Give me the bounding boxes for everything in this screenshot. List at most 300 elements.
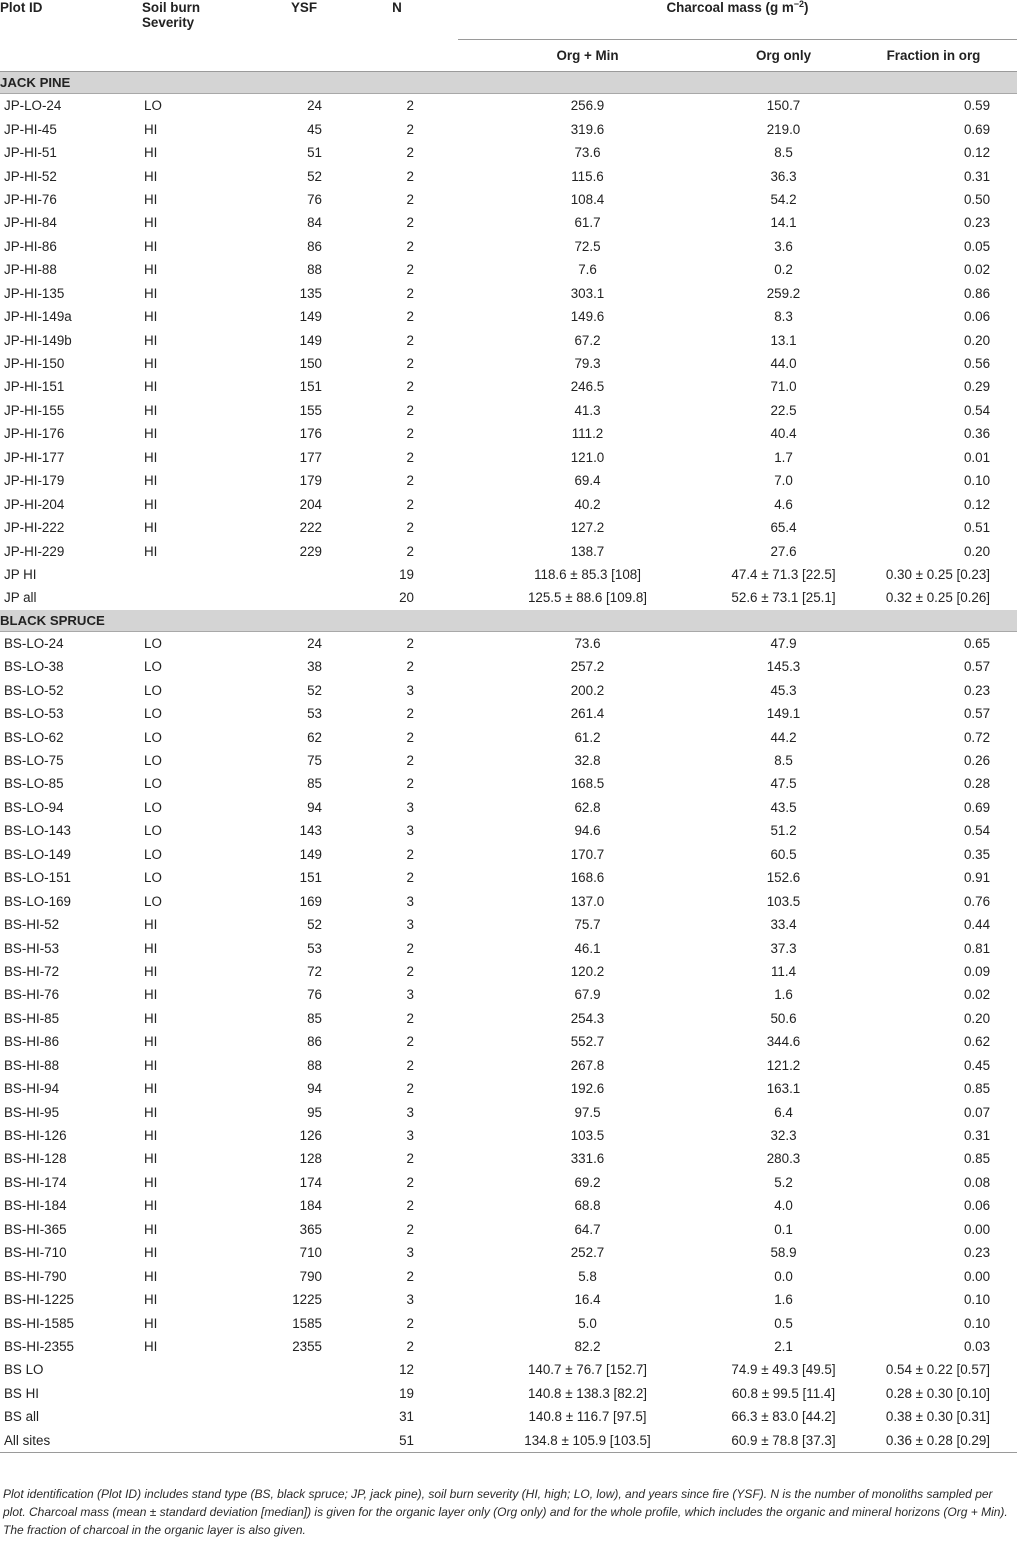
ysf-cell: 62 <box>307 729 322 745</box>
header-charcoal-sup: −2 <box>793 0 805 9</box>
severity-cell: HI <box>144 168 158 184</box>
n-cell: 2 <box>406 776 414 792</box>
n-cell: 2 <box>406 729 414 745</box>
plot-id-cell: JP-HI-155 <box>4 402 65 418</box>
plot-id-cell: BS-HI-1585 <box>4 1315 74 1331</box>
plot-id-cell: BS-HI-126 <box>4 1128 67 1144</box>
table-row <box>0 631 1017 655</box>
org-only-cell: 54.2 <box>770 191 797 207</box>
table-row <box>0 1405 1017 1428</box>
fraction-cell: 0.31 <box>963 1128 991 1144</box>
severity-cell: LO <box>144 846 162 862</box>
severity-cell <box>142 586 272 609</box>
plot-id-cell: JP all <box>4 590 37 606</box>
ysf-cell: 84 <box>307 215 322 231</box>
fraction-cell: 0.72 <box>963 729 991 745</box>
org-only-cell: 44.2 <box>770 729 797 745</box>
plot-id-cell: BS-HI-790 <box>4 1268 67 1284</box>
header-fraction-in-org: Fraction in org <box>886 48 981 63</box>
severity-cell: HI <box>144 963 158 979</box>
section-title: BLACK SPRUCE <box>0 610 1017 632</box>
n-cell: 2 <box>406 1198 414 1214</box>
n-cell: 2 <box>406 473 414 489</box>
n-cell: 2 <box>406 635 414 651</box>
org-min-cell: 108.4 <box>570 191 605 207</box>
fraction-cell: 0.05 <box>963 238 991 254</box>
org-min-cell: 94.6 <box>574 823 601 839</box>
org-min-cell: 73.6 <box>574 635 601 651</box>
org-only-cell: 259.2 <box>766 285 801 301</box>
severity-cell <box>142 1382 272 1405</box>
table-row <box>0 305 1017 328</box>
org-only-cell: 152.6 <box>766 870 801 886</box>
ysf-cell: 95 <box>307 1104 322 1120</box>
section-header-row <box>0 610 1017 632</box>
severity-cell: HI <box>144 1010 158 1026</box>
fraction-cell: 0.45 <box>963 1057 991 1073</box>
plot-id-cell: JP-HI-84 <box>4 215 57 231</box>
org-min-cell: 69.4 <box>574 473 601 489</box>
org-only-cell: 7.0 <box>774 473 793 489</box>
n-cell: 2 <box>406 1315 414 1331</box>
org-min-cell: 149.6 <box>570 309 605 325</box>
fraction-cell: 0.03 <box>963 1338 991 1354</box>
fraction-cell: 0.32 ± 0.25 [0.26] <box>885 590 991 606</box>
table-row <box>0 866 1017 889</box>
plot-id-cell: All sites <box>4 1432 51 1448</box>
n-cell: 2 <box>406 262 414 278</box>
org-min-cell: 303.1 <box>570 285 605 301</box>
org-min-cell: 64.7 <box>574 1221 601 1237</box>
ysf-cell: 45 <box>307 121 322 137</box>
n-cell: 31 <box>399 1409 414 1425</box>
ysf-cell: 790 <box>299 1268 322 1284</box>
severity-cell <box>142 1429 272 1453</box>
n-cell: 2 <box>406 238 414 254</box>
fraction-cell: 0.12 <box>963 496 991 512</box>
table-row <box>0 563 1017 586</box>
org-min-cell: 82.2 <box>574 1338 601 1354</box>
severity-cell: HI <box>144 1315 158 1331</box>
plot-id-cell: JP-HI-204 <box>4 496 65 512</box>
org-only-cell: 51.2 <box>770 823 797 839</box>
n-cell: 2 <box>406 145 414 161</box>
table-row <box>0 1030 1017 1053</box>
org-only-cell: 8.3 <box>774 309 793 325</box>
ysf-cell: 94 <box>307 1081 322 1097</box>
org-only-cell: 36.3 <box>770 168 797 184</box>
n-cell: 2 <box>406 191 414 207</box>
table-row <box>0 211 1017 234</box>
table-row <box>0 1311 1017 1334</box>
org-min-cell: 168.5 <box>570 776 605 792</box>
plot-id-cell: JP-HI-229 <box>4 543 65 559</box>
org-min-cell: 5.8 <box>578 1268 597 1284</box>
org-min-cell: 16.4 <box>574 1292 601 1308</box>
fraction-cell: 0.50 <box>963 191 991 207</box>
n-cell: 2 <box>406 1151 414 1167</box>
plot-id-cell: BS-HI-53 <box>4 940 60 956</box>
plot-id-cell: BS all <box>4 1409 39 1425</box>
severity-cell: HI <box>144 449 158 465</box>
org-min-cell: 140.8 ± 116.7 [97.5] <box>528 1409 647 1425</box>
n-cell: 3 <box>406 823 414 839</box>
severity-cell: HI <box>144 917 158 933</box>
table-row <box>0 94 1017 118</box>
org-only-cell: 60.5 <box>770 846 797 862</box>
ysf-cell: 24 <box>307 635 322 651</box>
org-only-cell: 1.6 <box>774 1292 793 1308</box>
org-min-cell: 121.0 <box>570 449 605 465</box>
ysf-cell: 710 <box>299 1245 322 1261</box>
plot-id-cell: BS-LO-151 <box>4 870 71 886</box>
n-cell: 2 <box>406 309 414 325</box>
fraction-cell: 0.62 <box>963 1034 991 1050</box>
table-row <box>0 539 1017 562</box>
header-severity-line2: Severity <box>142 15 195 30</box>
ysf-cell: 51 <box>307 145 322 161</box>
table-row <box>0 1335 1017 1358</box>
org-min-cell: 170.7 <box>570 846 605 862</box>
org-only-cell: 43.5 <box>770 799 797 815</box>
table-footnote: Plot identification (Plot ID) includes stand type (BS, black spruce; JP, jack pine), soil burn severity (HI, high; LO, low), and years since fire (YSF). N is the number of monoliths sampled per plot. Charcoal mass (mean ± standard deviation [median]) is given for the organic layer only (Org only) and for the whole profile, which includes the organic and mineral horizons (Org + Min). The fraction of charcoal in the organic layer is also given. <box>3 1487 1008 1537</box>
ysf-cell: 176 <box>299 426 322 442</box>
org-only-cell: 47.5 <box>770 776 797 792</box>
org-only-cell: 44.0 <box>770 356 797 372</box>
org-only-cell: 3.6 <box>774 238 793 254</box>
severity-cell: HI <box>144 262 158 278</box>
n-cell: 3 <box>406 917 414 933</box>
org-min-cell: 67.2 <box>574 332 601 348</box>
table-row <box>0 399 1017 422</box>
severity-cell: HI <box>144 379 158 395</box>
org-only-cell: 45.3 <box>770 682 797 698</box>
ysf-cell: 24 <box>307 98 322 114</box>
severity-cell: HI <box>144 1151 158 1167</box>
org-min-cell: 252.7 <box>570 1245 605 1261</box>
org-min-cell: 68.8 <box>574 1198 601 1214</box>
ysf-cell: 52 <box>307 682 322 698</box>
org-only-cell: 8.5 <box>774 145 793 161</box>
org-min-cell: 200.2 <box>570 682 605 698</box>
plot-id-cell: JP-HI-86 <box>4 238 57 254</box>
table-row <box>0 375 1017 398</box>
table-row <box>0 1194 1017 1217</box>
ysf-cell <box>272 1405 336 1428</box>
severity-cell: HI <box>144 1198 158 1214</box>
table-row <box>0 1077 1017 1100</box>
org-only-cell: 6.4 <box>774 1104 793 1120</box>
plot-id-cell: BS-HI-86 <box>4 1034 60 1050</box>
fraction-cell: 0.12 <box>963 145 991 161</box>
plot-id-cell: BS HI <box>4 1385 39 1401</box>
org-only-cell: 0.0 <box>774 1268 793 1284</box>
plot-id-cell: JP-HI-177 <box>4 449 65 465</box>
org-only-cell: 344.6 <box>766 1034 801 1050</box>
plot-id-cell: BS-HI-72 <box>4 963 60 979</box>
ysf-cell: 179 <box>299 473 322 489</box>
plot-id-cell: BS-HI-88 <box>4 1057 60 1073</box>
plot-id-cell: BS-LO-52 <box>4 682 64 698</box>
table-row <box>0 983 1017 1006</box>
table-row <box>0 936 1017 959</box>
org-min-cell: 73.6 <box>574 145 601 161</box>
org-only-cell: 145.3 <box>766 659 801 675</box>
severity-cell: HI <box>144 191 158 207</box>
severity-cell: HI <box>144 1128 158 1144</box>
n-cell: 51 <box>399 1432 414 1448</box>
ysf-cell: 169 <box>299 893 322 909</box>
fraction-cell: 0.00 <box>963 1268 991 1284</box>
table-row <box>0 1100 1017 1123</box>
plot-id-cell: BS-LO-24 <box>4 635 64 651</box>
fraction-cell: 0.28 ± 0.30 [0.10] <box>885 1385 991 1401</box>
severity-cell: LO <box>144 776 162 792</box>
severity-cell: LO <box>144 753 162 769</box>
n-cell: 3 <box>406 1128 414 1144</box>
plot-id-cell: BS-LO-85 <box>4 776 64 792</box>
table-row <box>0 117 1017 140</box>
section-title: JACK PINE <box>0 72 1017 94</box>
org-only-cell: 5.2 <box>774 1174 793 1190</box>
severity-cell: HI <box>144 1338 158 1354</box>
plot-id-cell: JP-HI-88 <box>4 262 57 278</box>
ysf-cell: 229 <box>299 543 322 559</box>
fraction-cell: 0.23 <box>963 1245 991 1261</box>
table-row <box>0 1382 1017 1405</box>
org-min-cell: 67.9 <box>574 987 601 1003</box>
severity-cell: LO <box>144 659 162 675</box>
severity-cell <box>142 1405 272 1428</box>
severity-cell <box>142 563 272 586</box>
org-min-cell: 61.7 <box>574 215 601 231</box>
severity-cell: HI <box>144 309 158 325</box>
table-row <box>0 258 1017 281</box>
header-org-min: Org + Min <box>556 48 619 63</box>
plot-id-cell: BS-LO-75 <box>4 753 64 769</box>
plot-id-cell: BS-LO-143 <box>4 823 71 839</box>
n-cell: 2 <box>406 402 414 418</box>
ysf-cell: 204 <box>299 496 322 512</box>
n-cell: 2 <box>406 940 414 956</box>
org-only-cell: 40.4 <box>770 426 797 442</box>
plot-id-cell: BS-HI-1225 <box>4 1292 74 1308</box>
n-cell: 2 <box>406 496 414 512</box>
table-row <box>0 889 1017 912</box>
ysf-cell: 128 <box>299 1151 322 1167</box>
table-row <box>0 1218 1017 1241</box>
table-row <box>0 1124 1017 1147</box>
fraction-cell: 0.85 <box>963 1081 991 1097</box>
fraction-cell: 0.30 ± 0.25 [0.23] <box>885 566 991 582</box>
org-min-cell: 552.7 <box>570 1034 605 1050</box>
fraction-cell: 0.06 <box>963 309 991 325</box>
severity-cell: LO <box>144 799 162 815</box>
fraction-cell: 0.20 <box>963 543 991 559</box>
plot-id-cell: BS-LO-94 <box>4 799 64 815</box>
org-only-cell: 13.1 <box>770 332 797 348</box>
severity-cell: HI <box>144 1221 158 1237</box>
n-cell: 2 <box>406 98 414 114</box>
plot-id-cell: JP-HI-179 <box>4 473 65 489</box>
org-min-cell: 331.6 <box>570 1151 605 1167</box>
ysf-cell: 88 <box>307 262 322 278</box>
table-row <box>0 469 1017 492</box>
org-only-cell: 22.5 <box>770 402 797 418</box>
org-min-cell: 246.5 <box>570 379 605 395</box>
table-row <box>0 843 1017 866</box>
table-row <box>0 352 1017 375</box>
severity-cell: HI <box>144 543 158 559</box>
table-row <box>0 819 1017 842</box>
ysf-cell: 126 <box>299 1128 322 1144</box>
fraction-cell: 0.06 <box>963 1198 991 1214</box>
ysf-cell: 88 <box>307 1057 322 1073</box>
plot-id-cell: JP-HI-51 <box>4 145 57 161</box>
ysf-cell: 76 <box>307 191 322 207</box>
fraction-cell: 0.10 <box>963 1292 991 1308</box>
org-min-cell: 267.8 <box>570 1057 605 1073</box>
severity-cell: HI <box>144 121 158 137</box>
org-min-cell: 256.9 <box>570 98 605 114</box>
org-only-cell: 66.3 ± 83.0 [44.2] <box>731 1409 836 1425</box>
fraction-cell: 0.81 <box>963 940 991 956</box>
n-cell: 3 <box>406 1245 414 1261</box>
ysf-cell: 76 <box>307 987 322 1003</box>
n-cell: 2 <box>406 520 414 536</box>
org-min-cell: 140.7 ± 76.7 [152.7] <box>527 1362 648 1378</box>
ysf-cell: 177 <box>299 449 322 465</box>
severity-cell: HI <box>144 238 158 254</box>
n-cell: 2 <box>406 1174 414 1190</box>
org-only-cell: 74.9 ± 49.3 [49.5] <box>731 1362 836 1378</box>
ysf-cell: 85 <box>307 776 322 792</box>
table-body <box>0 72 1017 1453</box>
org-min-cell: 7.6 <box>578 262 597 278</box>
severity-cell: HI <box>144 1057 158 1073</box>
header-plot-id: Plot ID <box>0 0 43 15</box>
fraction-cell: 0.02 <box>963 987 991 1003</box>
fraction-cell: 0.08 <box>963 1174 991 1190</box>
ysf-cell <box>272 1382 336 1405</box>
org-only-cell: 0.5 <box>774 1315 793 1331</box>
ysf-cell: 1225 <box>292 1292 322 1308</box>
plot-id-cell: JP-HI-150 <box>4 356 65 372</box>
org-min-cell: 137.0 <box>570 893 605 909</box>
plot-id-cell: JP-LO-24 <box>4 98 62 114</box>
org-min-cell: 118.6 ± 85.3 [108] <box>534 566 641 582</box>
fraction-cell: 0.20 <box>963 332 991 348</box>
severity-cell: HI <box>144 520 158 536</box>
org-min-cell: 138.7 <box>570 543 605 559</box>
plot-id-cell: BS-HI-365 <box>4 1221 67 1237</box>
ysf-cell: 149 <box>299 309 322 325</box>
n-cell: 2 <box>406 1010 414 1026</box>
severity-cell: LO <box>144 870 162 886</box>
plot-id-cell: JP-HI-76 <box>4 191 57 207</box>
header-org-only: Org only <box>755 48 812 63</box>
plot-id-cell: BS-LO-38 <box>4 659 64 675</box>
org-only-cell: 52.6 ± 73.1 [25.1] <box>731 590 836 606</box>
ysf-cell: 184 <box>299 1198 322 1214</box>
severity-cell: LO <box>144 823 162 839</box>
plot-id-cell: BS-HI-184 <box>4 1198 67 1214</box>
fraction-cell: 0.10 <box>963 1315 991 1331</box>
severity-cell: HI <box>144 402 158 418</box>
org-min-cell: 75.7 <box>574 917 601 933</box>
severity-cell: LO <box>144 893 162 909</box>
org-min-cell: 120.2 <box>570 963 605 979</box>
fraction-cell: 0.02 <box>963 262 991 278</box>
ysf-cell: 143 <box>299 823 322 839</box>
table-row <box>0 516 1017 539</box>
fraction-cell: 0.29 <box>963 379 991 395</box>
table-row <box>0 702 1017 725</box>
table-row <box>0 1241 1017 1264</box>
ysf-cell: 174 <box>299 1174 322 1190</box>
table-row <box>0 188 1017 211</box>
severity-cell: HI <box>144 1104 158 1120</box>
ysf-cell: 53 <box>307 706 322 722</box>
ysf-cell <box>272 586 336 609</box>
n-cell: 2 <box>406 1338 414 1354</box>
org-min-cell: 46.1 <box>574 940 601 956</box>
table-row <box>0 282 1017 305</box>
ysf-cell: 149 <box>299 332 322 348</box>
severity-cell: HI <box>144 496 158 512</box>
severity-cell: HI <box>144 332 158 348</box>
plot-id-cell: JP-HI-135 <box>4 285 65 301</box>
org-only-cell: 33.4 <box>770 917 797 933</box>
table-row <box>0 796 1017 819</box>
severity-cell: HI <box>144 940 158 956</box>
plot-id-cell: BS-HI-174 <box>4 1174 67 1190</box>
org-min-cell: 32.8 <box>574 753 601 769</box>
n-cell: 2 <box>406 659 414 675</box>
severity-cell: HI <box>144 285 158 301</box>
org-only-cell: 60.8 ± 99.5 [11.4] <box>731 1385 836 1401</box>
org-only-cell: 11.4 <box>770 963 797 979</box>
fraction-cell: 0.28 <box>963 776 991 792</box>
n-cell: 2 <box>406 426 414 442</box>
org-min-cell: 103.5 <box>570 1128 605 1144</box>
fraction-cell: 0.20 <box>963 1010 991 1026</box>
n-cell: 2 <box>406 870 414 886</box>
org-only-cell: 4.0 <box>774 1198 793 1214</box>
ysf-cell <box>272 563 336 586</box>
ysf-cell: 38 <box>307 659 322 675</box>
n-cell: 2 <box>406 543 414 559</box>
severity-cell: LO <box>144 682 162 698</box>
table-row <box>0 422 1017 445</box>
org-only-cell: 1.6 <box>774 987 793 1003</box>
table-row <box>0 913 1017 936</box>
org-only-cell: 32.3 <box>770 1128 797 1144</box>
n-cell: 3 <box>406 1104 414 1120</box>
ysf-cell <box>272 1358 336 1381</box>
ysf-cell: 75 <box>307 753 322 769</box>
plot-id-cell: BS-HI-710 <box>4 1245 67 1261</box>
table-row <box>0 328 1017 351</box>
header-charcoal-base: Charcoal mass (g m <box>666 0 794 15</box>
fraction-cell: 0.23 <box>963 215 991 231</box>
org-min-cell: 140.8 ± 138.3 [82.2] <box>527 1385 648 1401</box>
n-cell: 2 <box>406 356 414 372</box>
n-cell: 2 <box>406 379 414 395</box>
table-row <box>0 1147 1017 1170</box>
n-cell: 2 <box>406 1268 414 1284</box>
org-min-cell: 127.2 <box>570 520 605 536</box>
